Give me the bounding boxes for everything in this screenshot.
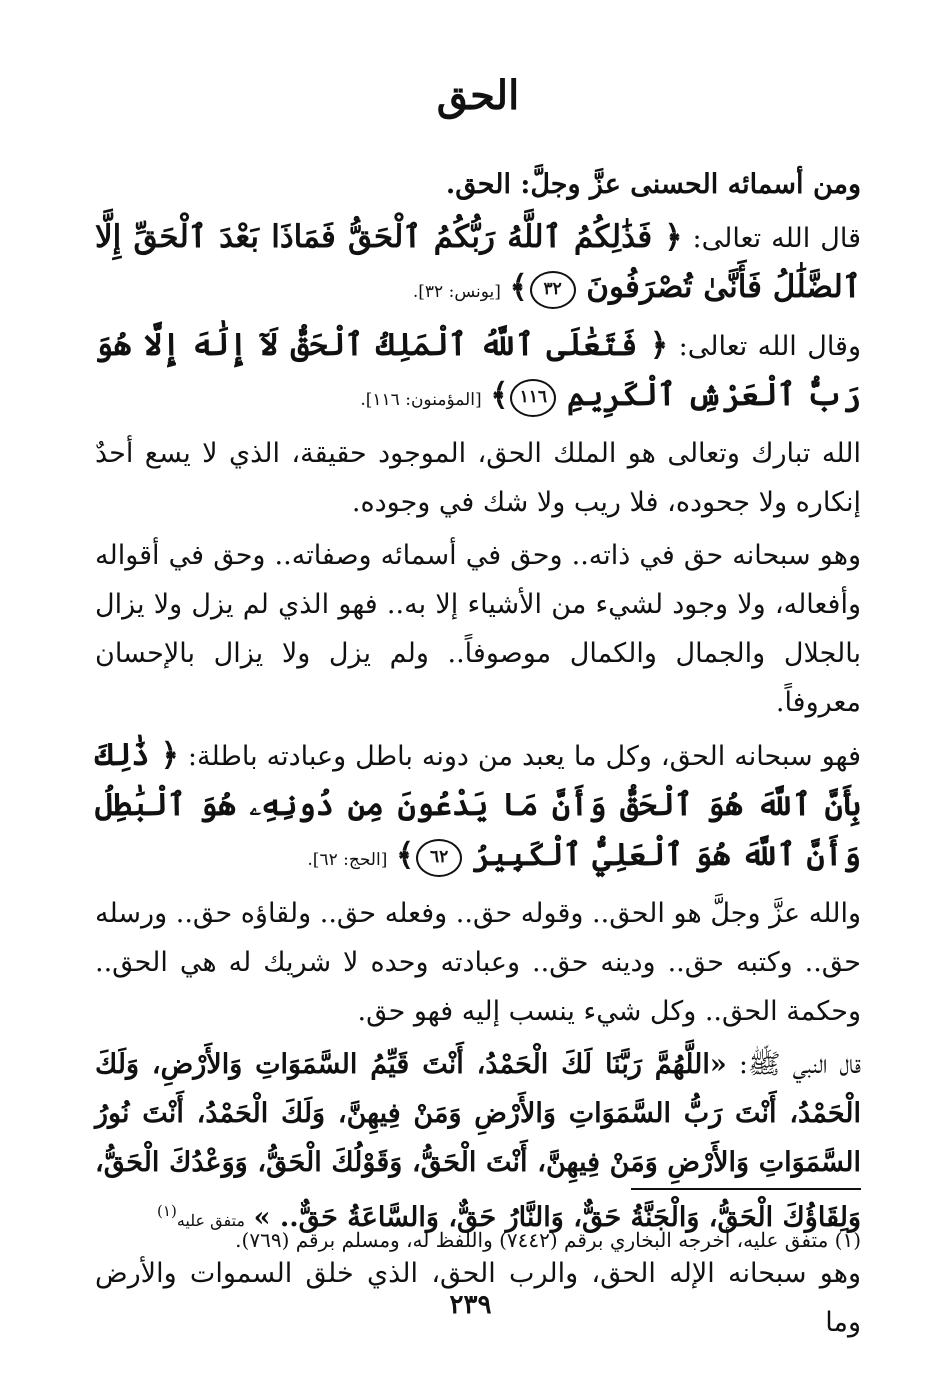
footnote-marker: (١) bbox=[157, 1202, 177, 1220]
verse-3-lead: فهو سبحانه الحق، وكل ما يعبد من دونه باطل وعبادته باطلة: bbox=[187, 741, 861, 772]
verse-1-number: ٣٢ bbox=[530, 271, 576, 309]
paragraph-4: وهو سبحانه الإله الحق، والرب الحق، الذي خلق السموات والأرض وما bbox=[95, 1258, 861, 1338]
footnote-divider bbox=[631, 1188, 861, 1190]
verse-2-reference: [المؤمنون: ١١٦]. bbox=[360, 390, 482, 410]
verse-block-1 bbox=[95, 213, 861, 317]
page-number: ٢٣٩ bbox=[449, 1290, 492, 1320]
verse-3-number: ٦٢ bbox=[416, 839, 462, 877]
verse-3-close: ﴾ bbox=[395, 837, 415, 873]
hadith-agreed: متفق عليه bbox=[176, 1211, 245, 1230]
hadith-lead: قال النبي ﷺ: bbox=[738, 1049, 862, 1080]
hadith-text: «اللَّهُمَّ رَبَّنَا لَكَ الْحَمْدُ، أَنْتَ قَيِّمُ السَّمَوَاتِ وَالأَرْضِ، وَلَكَ الْحَمْدُ، أَنْتَ رَبُّ السَّمَوَاتِ وَالأَرْضِ وَمَنْ فِيهِنَّ، وَلَكَ الْحَمْدُ، أَنْتَ نُورُ السَّمَوَاتِ وَالأَرْضِ وَمَنْ فِيهِنَّ، أَنْتَ الْحَقُّ، وَقَوْلُكَ الْحَقُّ، وَوَعْدُكَ الْحَقُّ، وَلِقَاؤُكَ الْحَقُّ، وَالْجَنَّةُ حَقٌّ، وَالنَّارُ حَقٌّ، وَالسَّاعَةُ حَقٌّ.. » bbox=[95, 1049, 861, 1233]
verse-3-text: ﴿ ذَٰلِكَ بِأَنَّ ٱللَّهَ هُوَ ٱلْحَقُّ وَأَنَّ مَا يَدْعُونَ مِن دُونِهِۦ هُوَ ٱلْبَٰطِلُ وَأَنَّ ٱللَّهَ هُوَ ٱلْعَلِيُّ ٱلْكَبِيرُ bbox=[95, 737, 861, 873]
page-title: الحق bbox=[436, 72, 520, 119]
verse-2-text: ﴿ فَتَعَٰلَى ٱللَّهُ ٱلْمَلِكُ ٱلْحَقُّ لَآ إِلَٰهَ إِلَّا هُوَ رَبُّ ٱلْعَرْشِ ٱلْكَرِيمِ bbox=[95, 327, 861, 413]
verse-2-close: ﴾ bbox=[490, 377, 509, 413]
paragraph-2: وهو سبحانه حق في ذاته.. وحق في أسمائه وصفاته.. وحق في أقواله وأفعاله، ولا وجود لشيء من الأشياء إلا به.. فهو الذي لم يزل ولا يزال بالجلال والجمال والكمال موصوفاً.. ولم يزل ولا يزال بالإحسان معروفاً. bbox=[95, 540, 861, 718]
verse-2-number: ١١٦ bbox=[510, 379, 556, 417]
footnote: (١) متفق عليه، أخرجه البخاري برقم (٧٤٤٢) واللفظ له، ومسلم برقم (٧٦٩). bbox=[235, 1228, 861, 1252]
verse-1-text: ﴿ فَذَٰلِكُمُ ٱللَّهُ رَبُّكُمُ ٱلْحَقُّ فَمَاذَا بَعْدَ ٱلْحَقِّ إِلَّا ٱلضَّلَٰلُ فَأَنَّىٰ تُصْرَفُونَ bbox=[95, 219, 861, 305]
verse-block-2 bbox=[95, 321, 861, 425]
verse-1-reference: [يونس: ٣٢]. bbox=[412, 282, 501, 302]
paragraph-1: الله تبارك وتعالى هو الملك الحق، الموجود حقيقة، الذي لا يسع أحدٌ إنكاره ولا جحوده، فلا ريب ولا شك في وجوده. bbox=[95, 438, 861, 518]
verse-1-lead: قال الله تعالى: bbox=[692, 223, 861, 254]
verse-3-reference: [الحج: ٦٢]. bbox=[307, 850, 388, 870]
verse-1-close: ﴾ bbox=[509, 269, 528, 305]
verse-2-lead: وقال الله تعالى: bbox=[678, 331, 862, 362]
verse-block-3 bbox=[95, 731, 861, 885]
hadith-block bbox=[95, 1040, 861, 1245]
intro-line: ومن أسمائه الحسنى عزَّ وجلَّ: الحق. bbox=[445, 169, 861, 200]
paragraph-3: والله عزَّ وجلَّ هو الحق.. وقوله حق.. وفعله حق.. ولقاؤه حق.. ورسله حق.. وكتبه حق.. ودينه حق.. وعبادته وحده لا شريك له هي الحق.. وحكمة الحق.. وكل شيء ينسب إليه فهو حق. bbox=[95, 898, 861, 1027]
